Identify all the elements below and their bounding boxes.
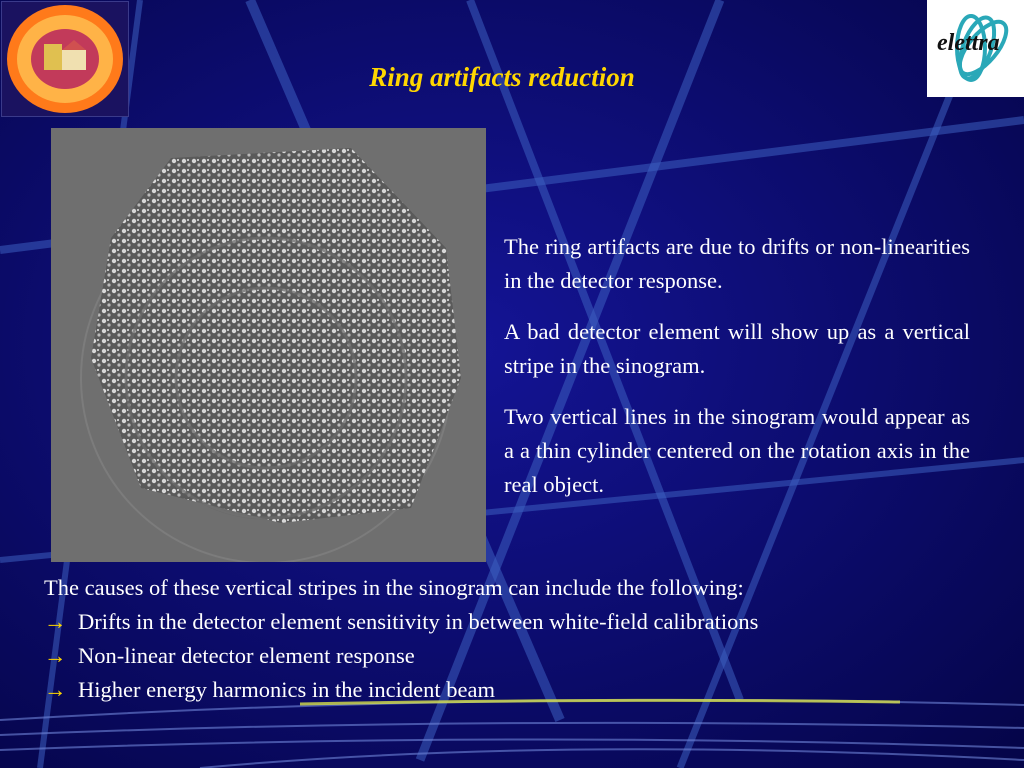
list-item bbox=[44, 673, 1004, 707]
slide-title: Ring artifacts reduction bbox=[369, 62, 635, 92]
list-item bbox=[44, 639, 1004, 673]
right-arrow-icon: → bbox=[44, 677, 67, 702]
list-item bbox=[44, 605, 1004, 639]
elettra-logo-text: elettra bbox=[937, 30, 1000, 56]
tomography-reconstruction-image bbox=[51, 128, 486, 562]
cause-text: Drifts in the detector element sensitivity in between white-field calibrations bbox=[78, 609, 759, 634]
causes-intro: The causes of these vertical stripes in the sinogram can include the following: bbox=[44, 575, 744, 600]
university-seal-logo bbox=[1, 1, 129, 117]
right-arrow-icon: → bbox=[44, 609, 67, 634]
university-seal-icon bbox=[2, 2, 128, 116]
causes-list bbox=[44, 571, 1004, 707]
paragraph-1: The ring artifacts are due to drifts or non-linearities in the detector response. bbox=[504, 234, 970, 293]
cause-text: Higher energy harmonics in the incident beam bbox=[78, 677, 495, 702]
explanation-text bbox=[504, 230, 970, 519]
cause-text: Non-linear detector element response bbox=[78, 643, 415, 668]
paragraph-3: Two vertical lines in the sinogram would appear as a a thin cylinder centered on the rotation axis in the real object. bbox=[504, 404, 970, 497]
paragraph-2: A bad detector element will show up as a vertical stripe in the sinogram. bbox=[504, 319, 970, 378]
right-arrow-icon: → bbox=[44, 643, 67, 668]
